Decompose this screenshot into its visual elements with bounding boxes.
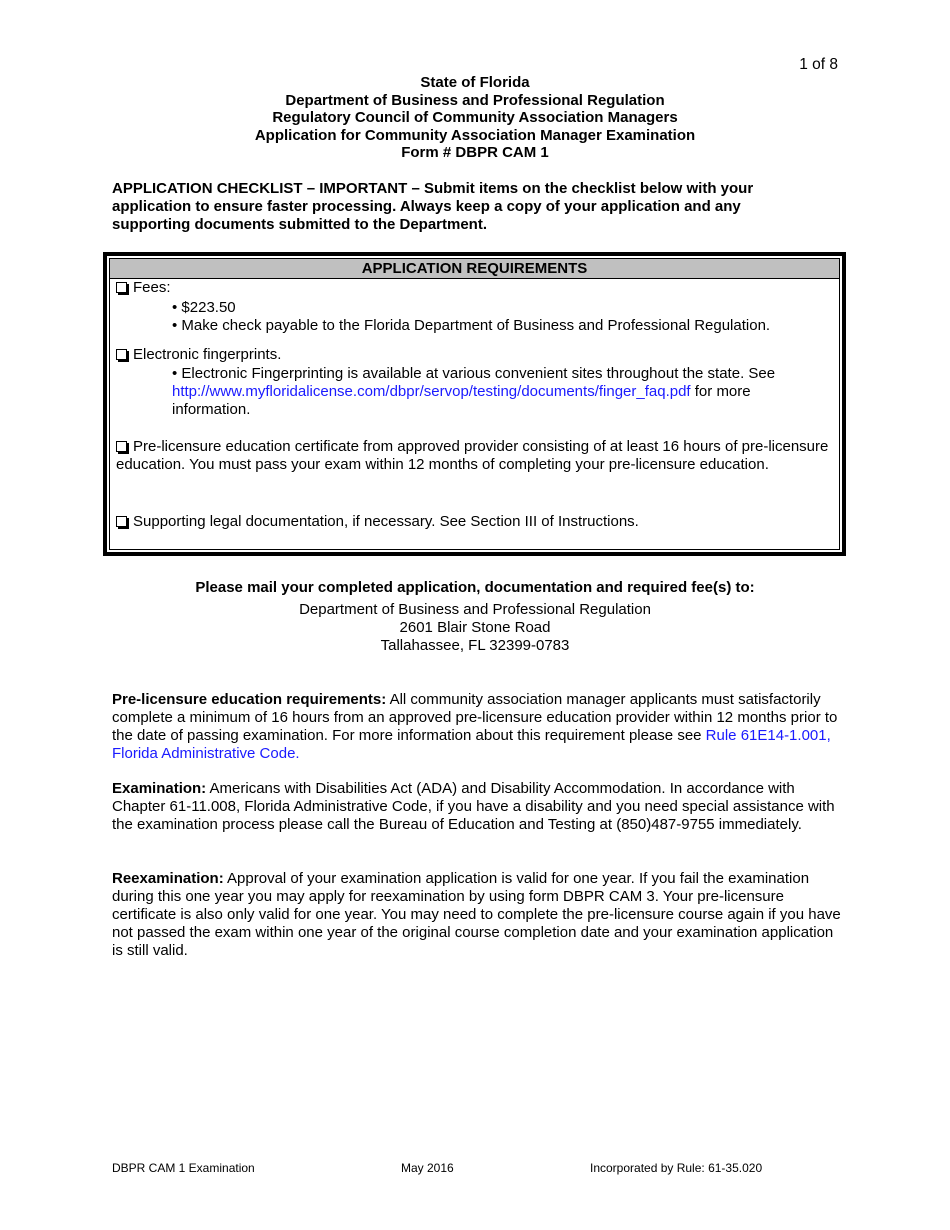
page-number: 1 of 8 xyxy=(799,56,838,73)
legal-docs-item xyxy=(116,513,833,531)
mail-address-line2: 2601 Blair Stone Road xyxy=(399,619,551,636)
mail-address-line3: Tallahassee, FL 32399-0783 xyxy=(380,637,570,654)
requirements-box xyxy=(103,252,846,556)
reexamination-paragraph xyxy=(112,870,842,960)
pre-licensure-requirements-text: All community association manager applicants must satisfactorily complete a minimum of 16 hours from an approved pre-licensure education provider within 12 months prior to the date of passing examination. For more information about this requirement please see xyxy=(112,691,838,744)
fingerprints-label: Electronic fingerprints. xyxy=(133,346,282,363)
fees-item xyxy=(116,279,833,335)
document-header xyxy=(0,74,950,162)
footer-rule: Incorporated by Rule: 61-35.020 xyxy=(590,1161,763,1175)
reexamination-label: Reexamination: xyxy=(112,870,224,887)
footer-form-name: DBPR CAM 1 Examination xyxy=(112,1161,255,1175)
fees-checkbox[interactable] xyxy=(116,282,127,293)
fingerprints-item xyxy=(116,346,833,419)
examination-paragraph xyxy=(112,780,842,834)
fingerprints-text-after: for more information. xyxy=(172,383,751,418)
requirements-inner xyxy=(109,258,840,550)
legal-docs-text: Supporting legal documentation, if necessary. See Section III of Instructions. xyxy=(133,513,639,530)
fees-amount: • $223.50 xyxy=(172,299,833,317)
mail-address-line1: Department of Business and Professional Regulation xyxy=(299,601,651,618)
fees-label: Fees: xyxy=(133,279,171,296)
reexamination-text: Approval of your examination application is valid for one year. If you fail the examination during this one year you may apply for reexamination by using form DBPR CAM 3. Your pre-licensure certificate is also only valid for one year. You may need to complete the pre-licensure course again if you have not passed the exam within one year of the original course completion date and your examination application is still valid. xyxy=(112,870,841,959)
fingerprints-detail: • Electronic Fingerprinting is available at various convenient sites throughout the state. See http://www.myfloridalicense.com/dbpr/servop/testing/documents/finger_faq.pdf for more information. xyxy=(172,365,776,418)
header-form-number: Form # DBPR CAM 1 xyxy=(401,144,549,161)
rule-link[interactable]: Rule 61E14-1.001, Florida Administrative Code. xyxy=(112,727,831,762)
requirements-title: APPLICATION REQUIREMENTS xyxy=(110,259,839,279)
fingerprints-checkbox[interactable] xyxy=(116,349,127,360)
header-council: Regulatory Council of Community Association Managers xyxy=(272,109,678,126)
footer-date: May 2016 xyxy=(401,1161,454,1175)
mail-address xyxy=(0,601,950,655)
examination-label: Examination: xyxy=(112,780,207,797)
pre-licensure-text: Pre-licensure education certificate from approved provider consisting of at least 16 hours of pre-licensure education. You must pass your exam within 12 months of completing your pre-licensure education. xyxy=(116,438,829,473)
pre-licensure-checkbox[interactable] xyxy=(116,441,127,452)
examination-text: Americans with Disabilities Act (ADA) and Disability Accommodation. In accordance with Chapter 61-11.008, Florida Administrative Code, if you have a disability and you need special assistance with the examination process please call the Bureau of Education and Testing at (850)487-9755 immediately. xyxy=(112,780,835,833)
header-department: Department of Business and Professional Regulation xyxy=(285,91,665,109)
header-state: State of Florida xyxy=(420,74,530,91)
pre-licensure-requirements-paragraph xyxy=(112,691,842,763)
fingerprints-text: Electronic Fingerprinting is available at various convenient sites throughout the state. See xyxy=(181,365,776,382)
pre-licensure-requirements-label: Pre-licensure education requirements: xyxy=(112,691,387,708)
mail-heading: Please mail your completed application, documentation and required fee(s) to: xyxy=(195,579,755,596)
header-application-title: Application for Community Association Manager Examination xyxy=(254,126,696,144)
pre-licensure-item xyxy=(116,438,833,474)
checklist-note: APPLICATION CHECKLIST – IMPORTANT – Submit items on the checklist below with your application to ensure faster processing. Always keep a copy of your application and any supporting documents submitted to the Department. xyxy=(112,180,754,233)
fees-check-note: • Make check payable to the Florida Department of Business and Professional Regulation. xyxy=(172,317,833,335)
legal-docs-checkbox[interactable] xyxy=(116,516,127,527)
fingerprints-faq-link[interactable]: http://www.myfloridalicense.com/dbpr/servop/testing/documents/finger_faq.pdf xyxy=(172,383,691,400)
